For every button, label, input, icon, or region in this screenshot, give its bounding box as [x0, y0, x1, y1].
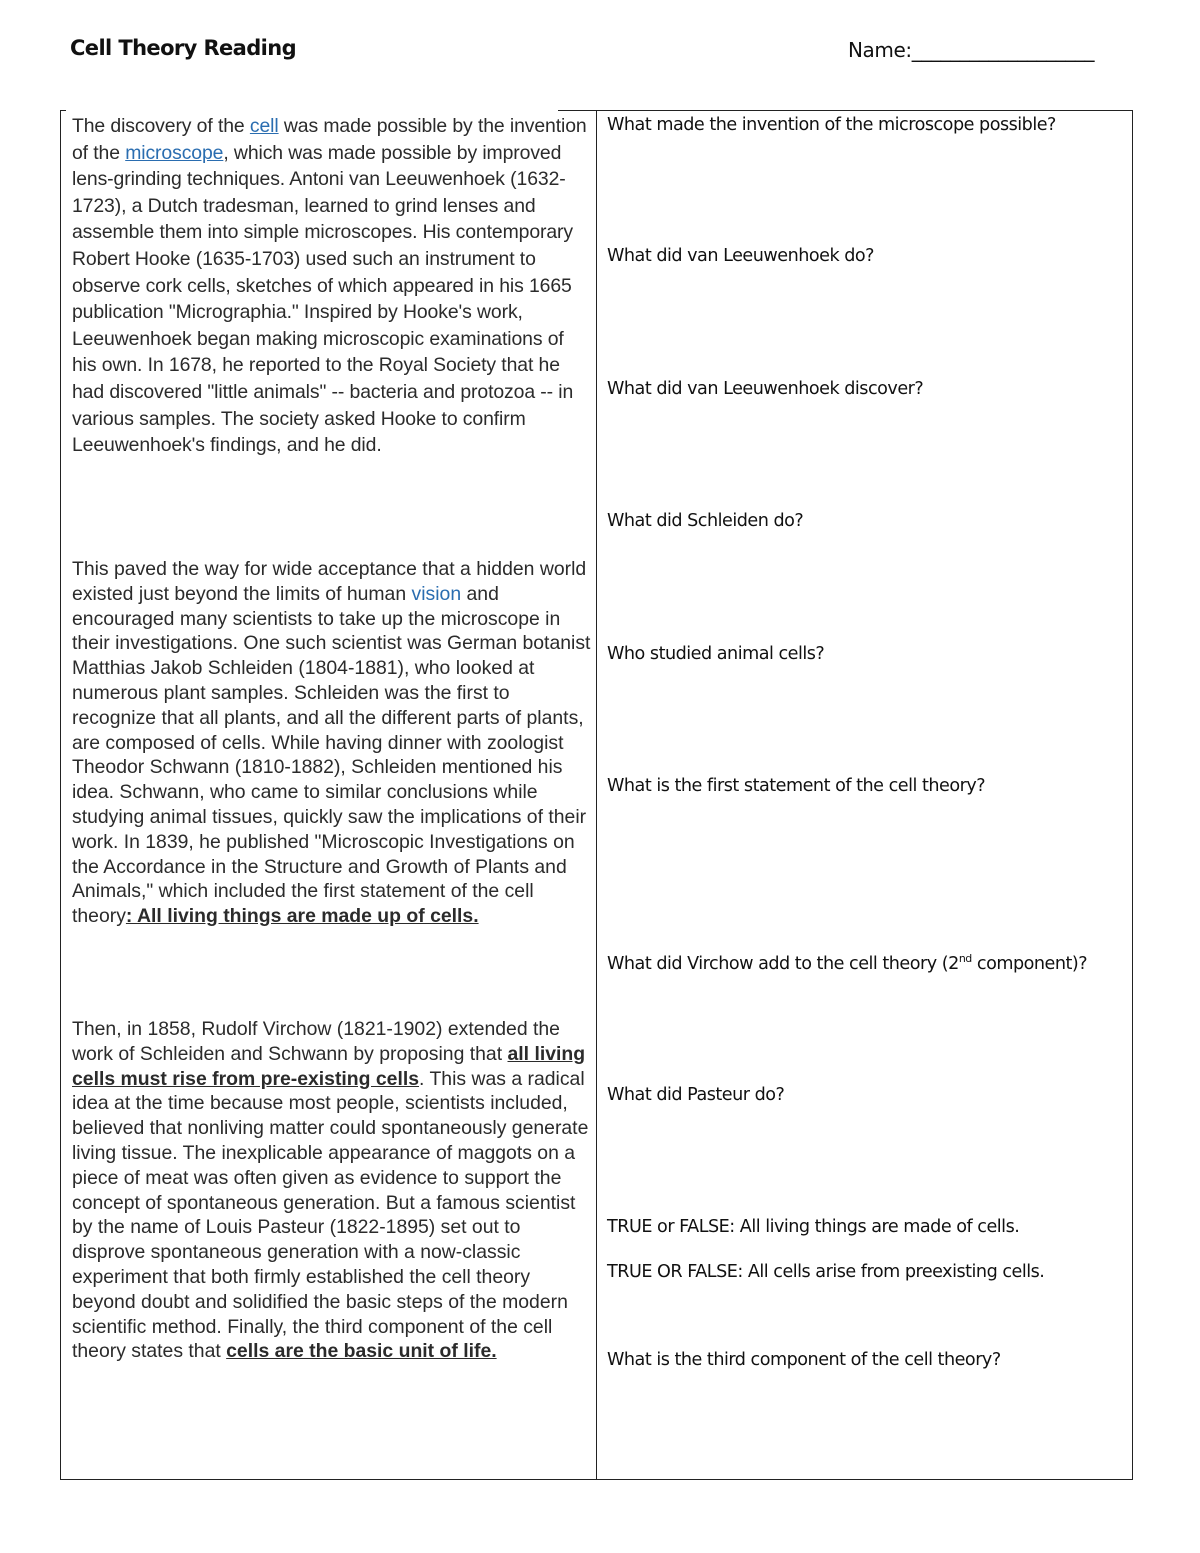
question-7-text-a: What did Virchow add to the cell theory (2 [607, 953, 959, 974]
question-1: What made the invention of the microscope possible? [607, 115, 1056, 135]
p3-text-b: . This was a radical idea at the time because most people, scientists included, believed that nonliving matter could spontaneously generate living tissue. The inexplicable appearance of maggots on a piece of meat was often given as evidence to support the concept of spontaneous generation. But a famous scientist by the name of Louis Pasteur (1822-1895) set out to disprove spontaneous generation with a now-classic experiment that both firmly established the cell theory beyond doubt and solidified the basic steps of the modern scientific method. Finally, the third component of the cell theory states that [72, 1067, 589, 1363]
name-field-label: Name:___________________ [848, 38, 1095, 62]
reading-paragraph-3 [72, 1017, 592, 1364]
question-6: What is the first statement of the cell theory? [607, 776, 986, 796]
question-9: TRUE or FALSE: All living things are made of cells. [607, 1217, 1020, 1237]
reading-paragraph-2 [72, 557, 592, 929]
question-11: What is the third component of the cell theory? [607, 1350, 1001, 1370]
column-divider [596, 110, 597, 1480]
p2-text-b: and encouraged many scientists to take up the microscope in their investigations. One such scientist was German botanist Matthias Jakob Schleiden (1804-1881), who looked at numerous plant samples. Schleiden was the first to recognize that all plants, and all the different parts of plants, are composed of cells. While having dinner with zoologist Theodor Schwann (1810-1882), Schleiden mentioned his idea. Schwann, who came to similar conclusions while studying animal tissues, quickly saw the implications of their work. In 1839, he published "Microscopic Investigations on the Accordance in the Structure and Growth of Plants and Animals," which included the first statement of the cell theory [72, 582, 591, 928]
question-2: What did van Leeuwenhoek do? [607, 246, 875, 266]
p1-text-c: , which was made possible by improved lens-grinding techniques. Antoni van Leeuwenhoek (1632-1723), a Dutch tradesman, learned to grind lenses and assemble them into simple microscopes. His contemporary Robert Hooke (1635-1703) used such an instrument to observe cork cells, sketches of which appeared in his 1665 publication "Micrographia." Inspired by Hooke's work, Leeuwenhoek began making microscopic examinations of his own. In 1678, he reported to the Royal Society that he had discovered "little animals" -- bacteria and protozoa -- in various samples. The society asked Hooke to confirm Leeuwenhoek's findings, and he did. [72, 141, 574, 457]
third-statement-emphasis: cells are the basic unit of life. [226, 1340, 497, 1363]
question-7 [607, 952, 1087, 974]
p2-text-a: This paved the way for wide acceptance that a hidden world existed just beyond the limits of human [72, 558, 587, 605]
reading-paragraph-1 [72, 113, 592, 459]
question-8: What did Pasteur do? [607, 1085, 785, 1105]
second-statement-emphasis: all living cells must rise from pre-existing cells [72, 1042, 586, 1090]
question-7-text-b: component)? [971, 953, 1088, 974]
first-statement-emphasis: : All living things are made up of cells. [125, 905, 479, 928]
worksheet-title: Cell Theory Reading [70, 36, 297, 60]
question-7-superscript: nd [958, 952, 972, 965]
question-3: What did van Leeuwenhoek discover? [607, 379, 924, 399]
p3-text-a: Then, in 1858, Rudolf Virchow (1821-1902) extended the work of Schleiden and Schwann by proposing that [72, 1018, 560, 1065]
p1-text-b: was made possible by the invention of the [72, 115, 587, 164]
cell-link[interactable]: cell [249, 115, 279, 137]
question-4: What did Schleiden do? [607, 511, 804, 531]
question-5: Who studied animal cells? [607, 644, 825, 664]
microscope-link[interactable]: microscope [125, 141, 224, 164]
question-10: TRUE OR FALSE: All cells arise from preexisting cells. [607, 1262, 1045, 1282]
p1-text-a: The discovery of the [72, 115, 250, 137]
vision-link[interactable]: vision [411, 582, 462, 605]
